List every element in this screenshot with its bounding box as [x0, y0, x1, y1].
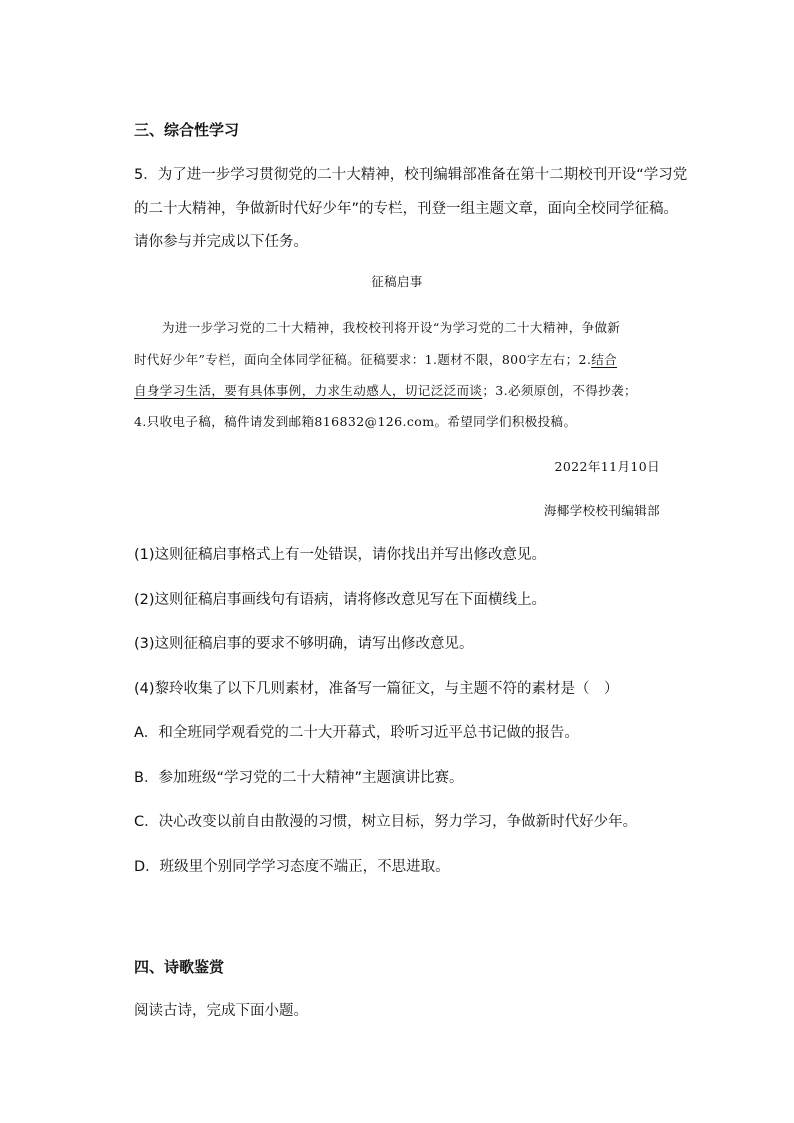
question-5-line-2: 的二十大精神，争做新时代好少年”的专栏，刊登一组主题文章，面向全校同学征稿。 — [134, 201, 679, 217]
notice-paragraph-line-3 — [134, 381, 637, 401]
notice-date: 2022年11月10日 — [554, 459, 660, 474]
underlined-sentence-start: 结合 — [591, 352, 618, 367]
notice-paragraph-line-4: 4.只收电子稿，稿件请发到邮箱816832@126.com。希望同学们积极投稿。 — [134, 414, 577, 429]
option-d: D．班级里个别同学学习态度不端正，不思进取。 — [134, 859, 450, 875]
sub-question-2: (2)这则征稿启事画线句有语病，请将修改意见写在下面横线上。 — [134, 592, 547, 608]
notice-title: 征稿启事 — [371, 274, 423, 289]
notice-signature: 海椰学校校刊编辑部 — [543, 503, 660, 518]
underlined-sentence: 自身学习生活，要有具体事例，力求生动感人，切记泛泛而谈 — [134, 383, 483, 398]
sub-question-3: (3)这则征稿启事的要求不够明确，请写出修改意见。 — [134, 636, 474, 652]
option-b: B．参加班级“学习党的二十大精神”主题演讲比赛。 — [134, 770, 464, 786]
sub-question-4: (4)黎玲收集了以下几则素材，准备写一篇征文，与主题不符的素材是（ ） — [134, 681, 619, 697]
option-a: A．和全班同学观看党的二十大开幕式，聆听习近平总书记做的报告。 — [134, 725, 579, 741]
notice-line-3-rest: ；3.必须原创，不得抄袭； — [482, 383, 637, 398]
question-5-line-3: 请你参与并完成以下任务。 — [134, 234, 308, 250]
option-c: C．决心改变以前自由散漫的习惯，树立目标，努力学习，争做新时代好少年。 — [134, 814, 638, 830]
notice-line-2-text: 时代好少年”专栏，面向全体同学征稿。征稿要求：1.题材不限，800字左右；2. — [134, 352, 592, 367]
notice-paragraph-line-1: 为进一步学习党的二十大精神，我校校刊将开设“为学习党的二十大精神，争做新 — [162, 320, 621, 335]
section-4-intro: 阅读古诗，完成下面小题。 — [134, 1003, 308, 1019]
question-5-line-1: 5．为了进一步学习贯彻党的二十大精神，校刊编辑部准备在第十二期校刊开设“学习党 — [134, 167, 688, 183]
section-3-heading: 三、综合性学习 — [134, 121, 240, 139]
sub-question-1: (1)这则征稿启事格式上有一处错误，请你找出并写出修改意见。 — [134, 547, 547, 563]
notice-paragraph-line-2 — [134, 350, 617, 370]
section-4-heading: 四、诗歌鉴赏 — [134, 958, 225, 976]
